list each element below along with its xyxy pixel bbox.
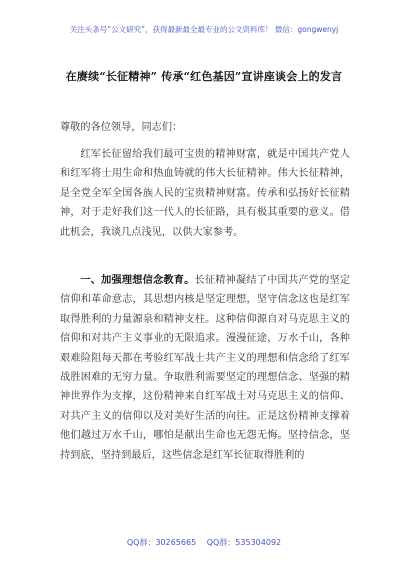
paragraph-intro: 红军长征留给我们最可宝贵的精神财富，就是中国共产党人和红军将士用生命和热血铸就的伟大长征精神。伟大长征精神，是全党全军全国各族人民的宝贵精神财富。传承和弘扬好长征精神，对于走好我们这一代人的长征路，具有极其重要的意义。借此机会，我谈几点浅见，以供大家参考。 (60, 149, 350, 238)
section-heading: 一、加强理想信念教育。 (80, 274, 195, 286)
section-body: 长征精神凝结了中国共产党的坚定信仰和革命意志，其思想内核是坚定理想，坚守信念这也是红军取得胜利的力量源泉和精神支柱。这种信仰源自对马克思主义的信仰和对共产主义事业的无限追求。漫漫征途，万水千山，各种艰难险阻每天都在考验红军战士共产主义的理想和信念给了红军战胜困难的无穷力量。争取胜利需要坚定的理想信念、坚强的精神世界作为支撑，这份精神来自红军战士对马克思主义的信仰、对共产主义的信仰以及对美好生活的向往。正是这份精神支撑着他们越过万水千山，哪怕是献出生命也无怨无悔。坚持信念，坚持到底，坚持到最后，这些信念是红军长征取得胜利的 (60, 275, 351, 461)
salutation: 尊敬的各位领导，同志们： (60, 122, 183, 133)
promo-header: 关注头条号“公文研究”，获得最新最全最专业的公文资料库！ 微信：gongwenyj (69, 25, 339, 34)
document-title: 在赓续“长征精神” 传承“红色基因”宣讲座谈会上的发言 (65, 70, 343, 83)
qq-group-1: QQ群：30265665 (126, 538, 197, 547)
paragraph-section-1 (60, 271, 350, 465)
footer-contact (0, 537, 408, 548)
qq-group-2: QQ群：535304092 (206, 538, 282, 547)
